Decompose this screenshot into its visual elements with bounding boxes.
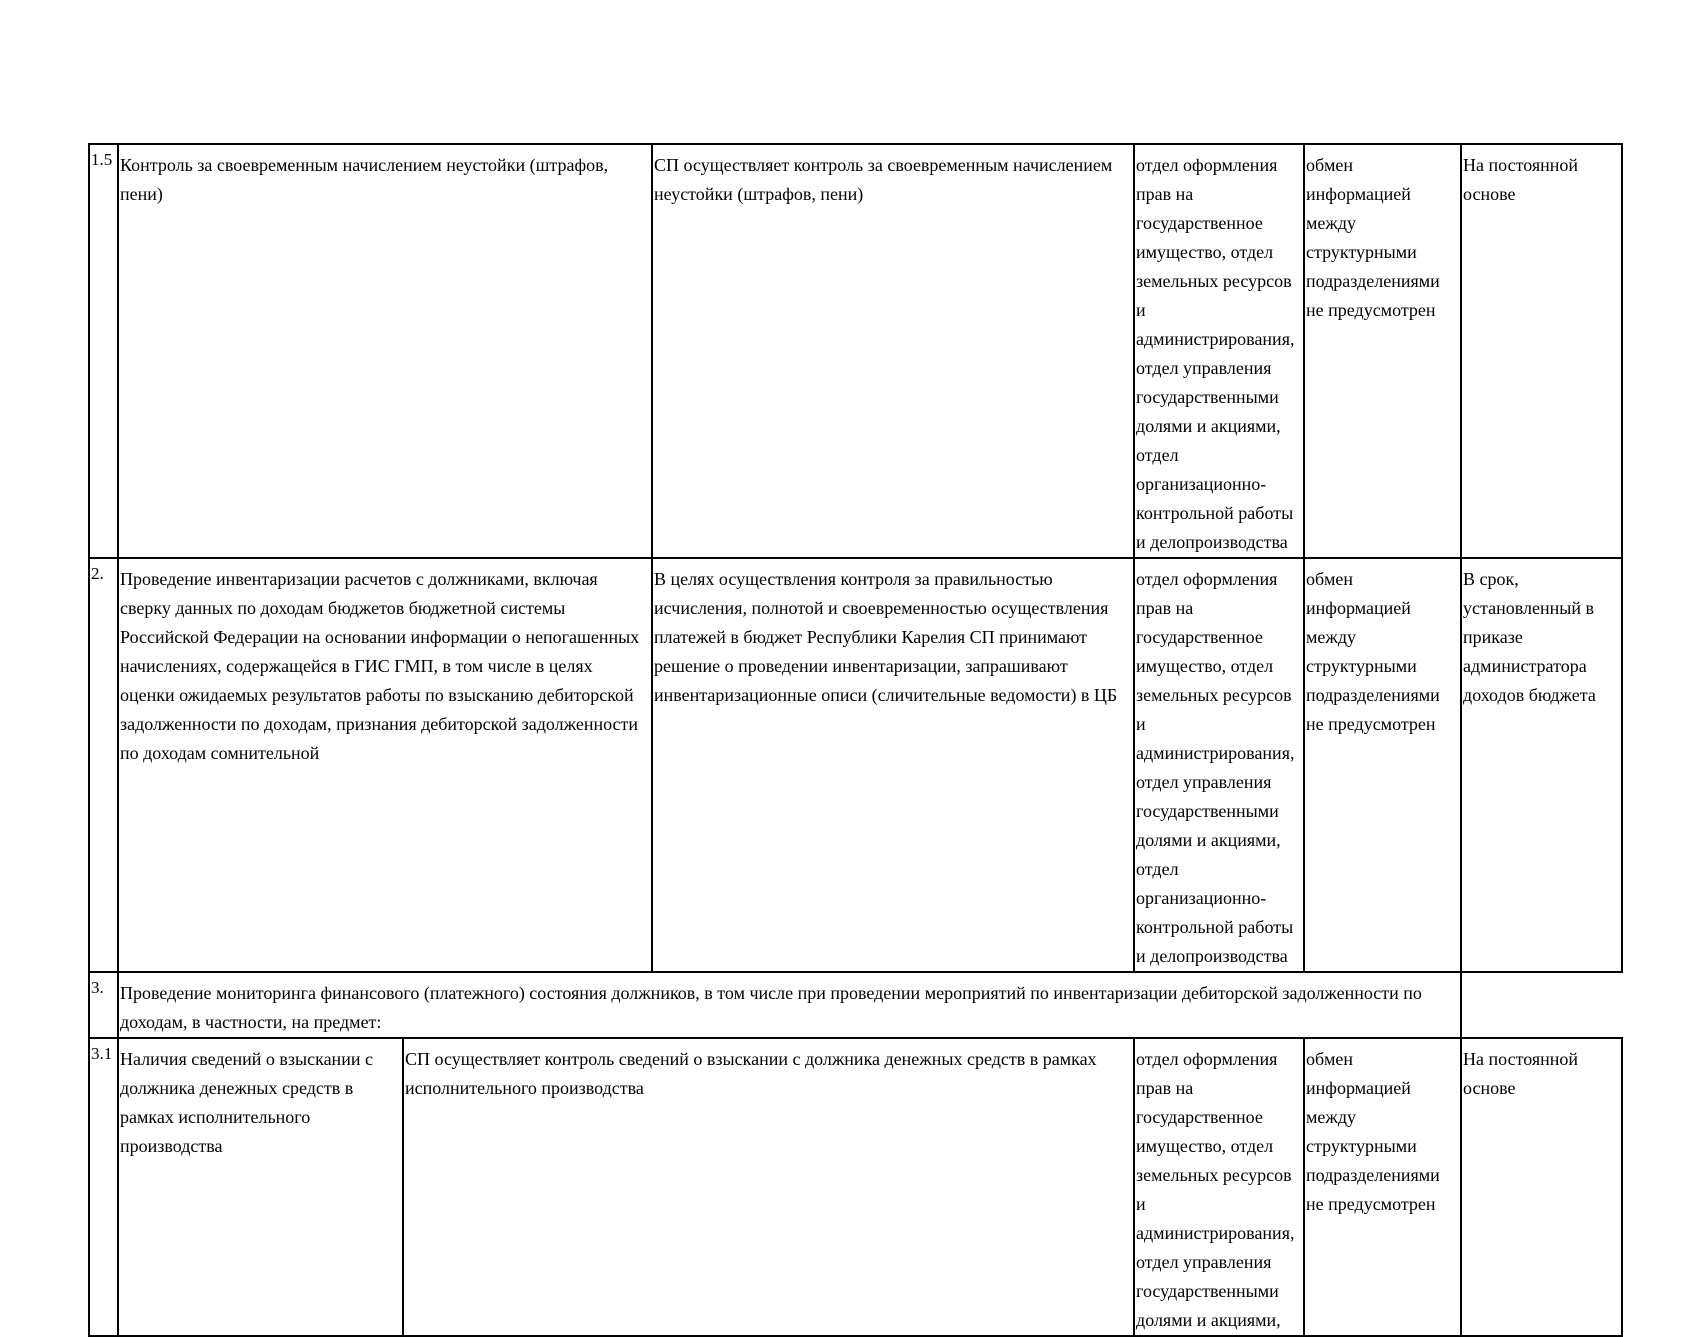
responsible-cell: отдел оформления прав на государственное имущество, отдел земельных ресурсов и администрирования, отдел управления государственными долями и акциями, отдел организационно-контрольной работы и делопроизводства <box>1134 144 1304 558</box>
row-number: 2. <box>89 558 118 972</box>
event-cell: Наличия сведений о взыскании с должника денежных средств в рамках исполнительного производства <box>118 1038 403 1336</box>
deadline-cell: На постоянной основе <box>1461 1038 1622 1336</box>
action-cell: СП осуществляет контроль сведений о взыскании с должника денежных средств в рамках исполнительного производства <box>403 1038 1134 1336</box>
exchange-cell: обмен информацией между структурными подразделениями не предусмотрен <box>1304 558 1461 972</box>
row-number: 3.1 <box>89 1038 118 1336</box>
action-cell: В целях осуществления контроля за правильностью исчисления, полнотой и своевременностью осуществления платежей в бюджет Республики Карелия СП принимают решение о проведении инвентаризации, запрашивают инвентаризационные описи (сличительные ведомости) в ЦБ <box>652 558 1134 972</box>
deadline-cell: В срок, установленный в приказе администратора доходов бюджета <box>1461 558 1622 972</box>
event-cell: Проведение инвентаризации расчетов с должниками, включая сверку данных по доходам бюджетов бюджетной системы Российской Федерации на основании информации о непогашенных начислениях, содержащейся в ГИС ГМП, в том числе в целях оценки ожидаемых результатов работы по взысканию дебиторской задолженности по доходам, признания дебиторской задолженности по доходам сомнительной <box>118 558 652 972</box>
table-row <box>89 972 1622 1038</box>
measures-table <box>88 143 1623 1337</box>
table-row <box>89 1038 1622 1336</box>
table-row <box>89 558 1622 972</box>
table-row <box>89 144 1622 558</box>
exchange-cell: обмен информацией между структурными подразделениями не предусмотрен <box>1304 1038 1461 1336</box>
responsible-cell: отдел оформления прав на государственное имущество, отдел земельных ресурсов и администрирования, отдел управления государственными долями и акциями, отдел организационно-контрольной работы и делопроизводства <box>1134 558 1304 972</box>
event-cell: Контроль за своевременным начислением неустойки (штрафов, пени) <box>118 144 652 558</box>
row-number: 1.5 <box>89 144 118 558</box>
section-header-cell: Проведение мониторинга финансового (платежного) состояния должников, в том числе при проведении мероприятий по инвентаризации дебиторской задолженности по доходам, в частности, на предмет: <box>118 972 1461 1038</box>
row-number: 3. <box>89 972 118 1038</box>
deadline-cell: На постоянной основе <box>1461 144 1622 558</box>
responsible-cell: отдел оформления прав на государственное имущество, отдел земельных ресурсов и администрирования, отдел управления государственными долями и акциями, <box>1134 1038 1304 1336</box>
exchange-cell: обмен информацией между структурными подразделениями не предусмотрен <box>1304 144 1461 558</box>
action-cell: СП осуществляет контроль за своевременным начислением неустойки (штрафов, пени) <box>652 144 1134 558</box>
